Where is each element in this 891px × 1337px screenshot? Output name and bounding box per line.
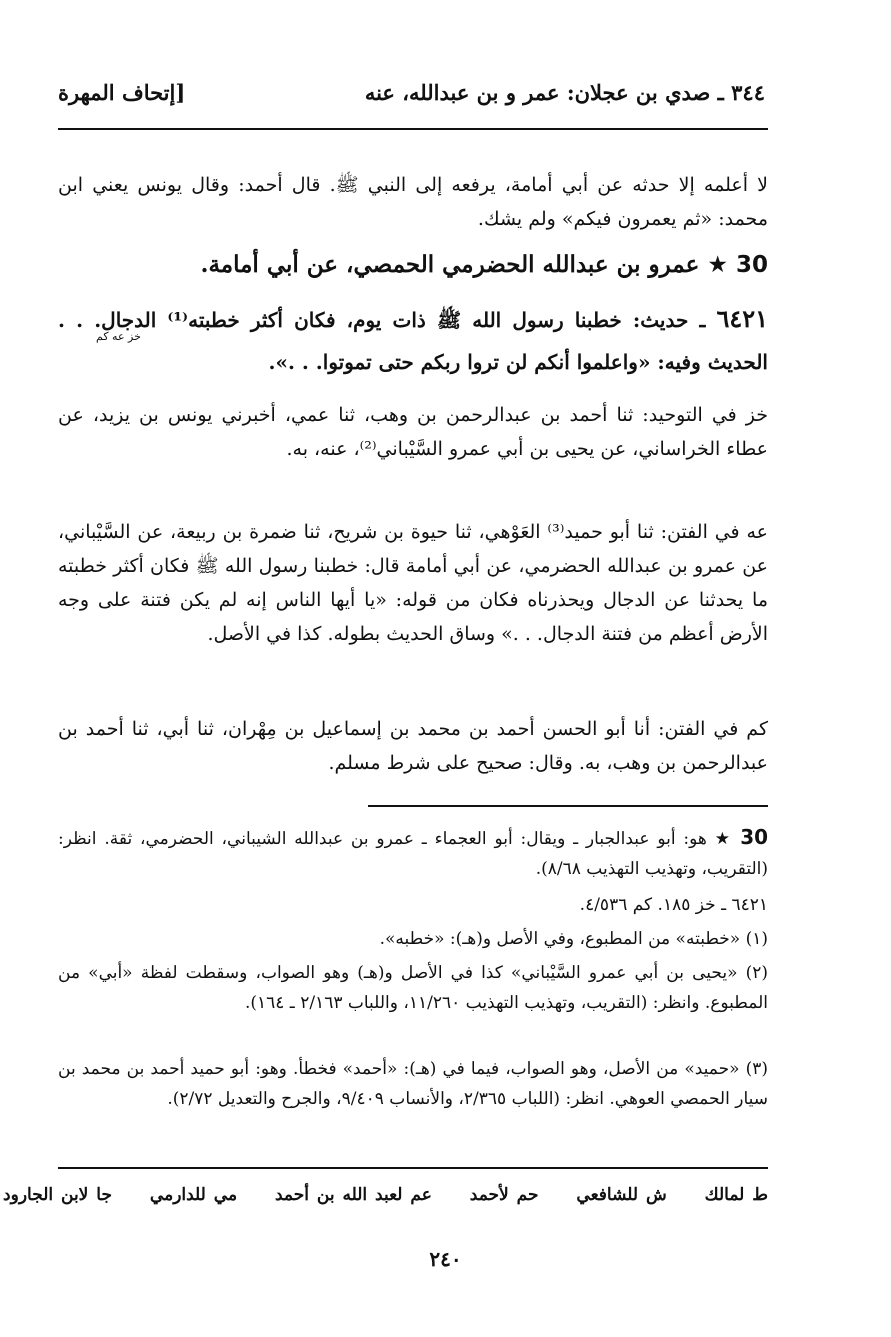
running-header-title: ٣٤٤ ـ صدي بن عجلان: عمر و بن عبدالله، عنه [364, 80, 765, 105]
sigla-item: حم لأحمد [469, 1185, 539, 1205]
entry-title: عمرو بن عبدالله الحضرمي الحمصي، عن أبي أمامة. [200, 251, 700, 278]
note-entry-number: 30 [740, 825, 769, 849]
note-6421: ٦٤٢١ ـ خز ١٨٥. كم ٤/٥٣٦. [579, 895, 768, 915]
page-number: ٢٤٠ [429, 1247, 462, 1271]
sigla-item: جا لابن الجارود [3, 1185, 112, 1205]
entry-number: 30 [735, 252, 768, 278]
hadith-number: ٦٤٢١ [716, 304, 769, 333]
star-icon: ★ [714, 829, 733, 849]
hadith-text: ـ حديث: خطبنا رسول الله ﷺ ذات يوم، فكان أكثر خطبته⁽¹⁾ الدجال. . . الحديث وفيه: «واعلموا أنكم لن تروا ربكم حتى تموتوا. . .». [58, 308, 768, 374]
footnote-rule [368, 805, 768, 807]
note-30-text: هو: أبو عبدالجبار ـ ويقال: أبو العجماء ـ عمرو بن عبدالله الشيباني، الحضرمي، ثقة. انظر: (التقريب، وتهذيب التهذيب ٨/٦٨). [58, 829, 768, 879]
footnote-1: (١) «خطبته» من المطبوع، وفي الأصل و(هـ): «خطبه». [379, 929, 768, 949]
sigla-item: مي للدارمي [149, 1185, 238, 1205]
hadith-6421 [58, 298, 768, 383]
running-header-book: [إتحاف المهرة [58, 80, 186, 105]
star-icon: ★ [707, 252, 728, 278]
sigla-item: عم لعبد الله بن أحمد [274, 1185, 432, 1205]
paragraph-ah: عه في الفتن: ثنا أبو حميد⁽³⁾ العَوْهي، ثنا حيوة بن شريح، ثنا ضمرة بن ربيعة، عن السَّيْباني، عن عمرو بن عبدالله الحضرمي، عن أبي أمامة قال: خطبنا رسول الله ﷺ فكان أكثر خطبته ما يحدثنا عن الدجال ويحذرناه فكان من قوله: «يا أيها الناس إنه لم يكن فتنة على وجه الأرض أعظم من فتنة الدجال. . .» وساق الحديث بطوله. كذا في الأصل. [58, 521, 769, 645]
sigla-item: ش للشافعي [576, 1185, 667, 1205]
paragraph-khz: خز في التوحيد: ثنا أحمد بن عبدالرحمن بن وهب، ثنا عمي، أخبرني يونس بن يزيد، عن عطاء الخراساني، عن يحيى بن أبي عمرو السَّيْباني⁽²⁾، عنه، به. [58, 404, 768, 460]
footnote-3: (٣) «حميد» من الأصل، وهو الصواب، فيما في (هـ): «أحمد» فخطأ. وهو: أبو حميد أحمد بن محمد بن سيار الحمصي العوهي. انظر: (اللباب ٢/٣٦٥، والأنساب ٩/٤٠٩، والجرح والتعديل ٢/٧٢). [58, 1059, 768, 1109]
sigla-item: ط لمالك [704, 1185, 768, 1205]
entry-30-heading [58, 246, 768, 284]
paragraph-continuation: لا أعلمه إلا حدثه عن أبي أمامة، يرفعه إلى النبي ﷺ. قال أحمد: وقال يونس يعني ابن محمد: «ثم يعمرون فيكم» ولم يشك. [58, 174, 768, 230]
paragraph-km: كم في الفتن: أنا أبو الحسن أحمد بن محمد بن إسماعيل بن مِهْران، ثنا أبي، ثنا أحمد بن عبدالرحمن بن وهب، به. وقال: صحيح على شرط مسلم. [58, 718, 768, 774]
note-30 [58, 822, 768, 884]
header-rule [58, 128, 768, 130]
sigla-marginal-note: خز عه كم [96, 330, 141, 343]
sigla-legend [0, 1185, 768, 1205]
sigla-rule [58, 1167, 768, 1169]
footnote-2: (٢) «يحيى بن أبي عمرو السَّيْباني» كذا في الأصل و(هـ) وهو الصواب، وسقطت لفظة «أبي» من المطبوع. وانظر: (التقريب، وتهذيب التهذيب ١١/٢٦٠، واللباب ٢/١٦٣ ـ ١٦٤). [58, 963, 768, 1013]
